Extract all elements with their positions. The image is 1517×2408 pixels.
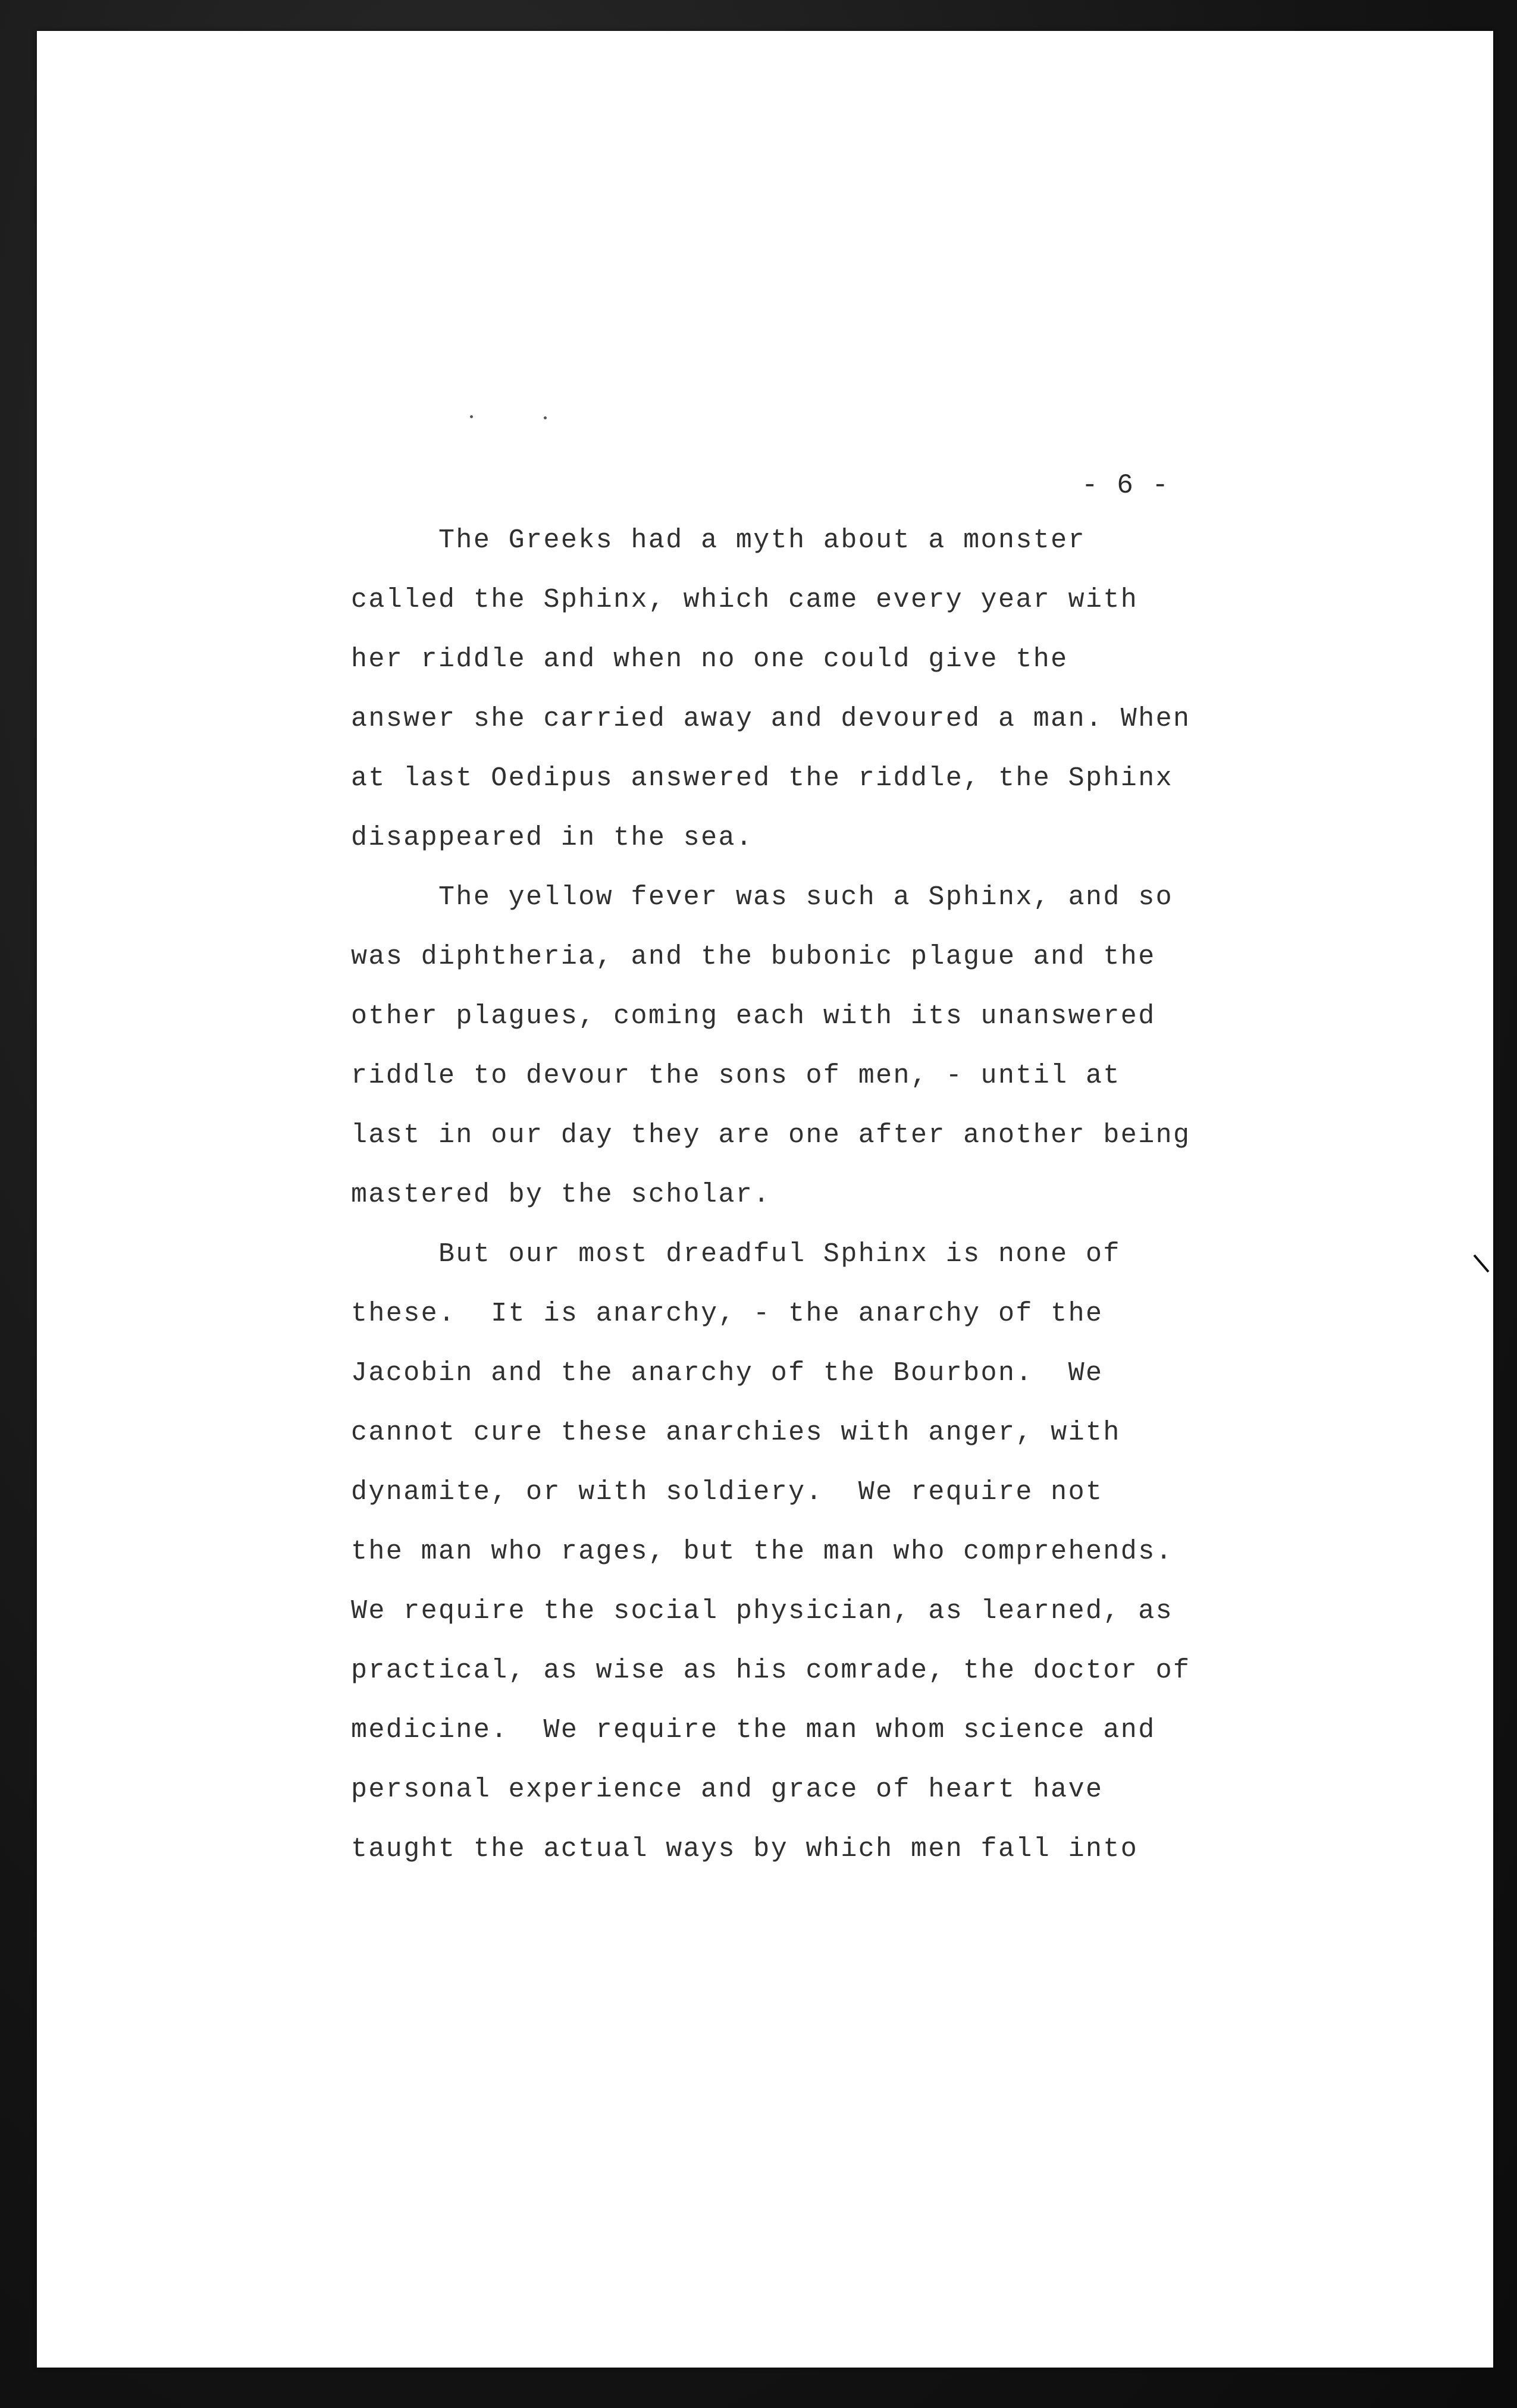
text-line: medicine. We require the man whom science and <box>351 1715 1156 1745</box>
text-line: disappeared in the sea. <box>351 823 754 853</box>
text-line: cannot cure these anarchies with anger, with <box>351 1418 1121 1448</box>
page-number: - 6 - <box>1082 470 1170 501</box>
text-line: The Greeks had a myth about a monster <box>351 525 1086 556</box>
stray-marks <box>470 410 553 422</box>
text-line: riddle to devour the sons of men, - until at <box>351 1061 1121 1091</box>
text-line: at last Oedipus answered the riddle, the Sphinx <box>351 763 1174 794</box>
text-line: answer she carried away and devoured a man. When <box>351 704 1191 734</box>
text-line: taught the actual ways by which men fall into <box>351 1834 1139 1864</box>
text-line: But our most dreadful Sphinx is none of <box>351 1239 1121 1269</box>
text-line: Jacobin and the anarchy of the Bourbon. We <box>351 1358 1104 1388</box>
text-line: dynamite, or with soldiery. We require not <box>351 1477 1104 1507</box>
text-line: personal experience and grace of heart have <box>351 1774 1104 1805</box>
text-line: was diphtheria, and the bubonic plague and the <box>351 942 1156 972</box>
text-line: We require the social physician, as learned, as <box>351 1596 1174 1626</box>
text-line: The yellow fever was such a Sphinx, and so <box>351 882 1174 913</box>
text-line: called the Sphinx, which came every year with <box>351 585 1139 615</box>
edge-tick-mark <box>1473 1254 1491 1278</box>
text-line: other plagues, coming each with its unanswered <box>351 1001 1156 1031</box>
text-line: mastered by the scholar. <box>351 1180 771 1210</box>
text-line: her riddle and when no one could give the <box>351 644 1068 675</box>
text-line: the man who rages, but the man who comprehends. <box>351 1537 1174 1567</box>
text-line: these. It is anarchy, - the anarchy of the <box>351 1299 1104 1329</box>
text-line: practical, as wise as his comrade, the doctor of <box>351 1656 1191 1686</box>
text-line: last in our day they are one after another being <box>351 1120 1191 1150</box>
